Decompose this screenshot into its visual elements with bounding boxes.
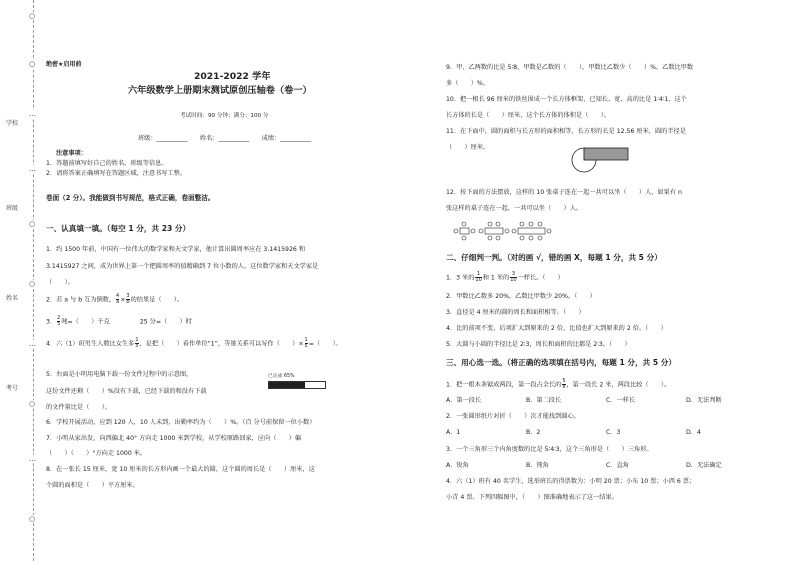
- fraction: $\frac{2}{5}$: [57, 315, 61, 327]
- question-7-cont: （ ）（ ）°方向走 1000 米。: [46, 450, 147, 457]
- question-2-tail: 的结果是（ ）。: [130, 296, 184, 304]
- choice-option: D．无法确定: [686, 462, 722, 469]
- question-2-text: 2．若 a 与 b 互为倒数，: [46, 296, 116, 304]
- question-5: 5．右面是小明用电脑下载一份文件过程中的示意图，: [46, 371, 193, 378]
- choice-3: 3．一个三角形三个内角度数的比是 5∶4∶3，这个三角形是（ ）三角形。: [446, 446, 653, 453]
- fraction: $\frac{1}{10}$: [475, 271, 482, 283]
- question-4: [46, 338, 342, 349]
- binding-field-id: 考号: [6, 385, 19, 392]
- seal-mark: ○: [29, 280, 36, 288]
- choice-option: B．钝角: [526, 462, 549, 469]
- question-12: 12．按下面的方法摆放，这样的 10 张桌子连在一起一共可以坐（ ）人，如果有 n: [446, 189, 682, 196]
- question-5-cont: 这份文件还剩（ ）%没有下载，已经下载的和没有下载: [46, 388, 207, 395]
- question-1: 1．约 1500 年前，中国有一位伟大的数学家和天文学家，他计算出圆周率应在 3.1415926 和: [46, 246, 306, 253]
- choice-option: C．3: [606, 429, 621, 436]
- judge-1-mid: 和 1 米的: [482, 274, 510, 282]
- question-3: [46, 316, 192, 327]
- judge-4: 4．比的前项不变，后项扩大到原来的 2 倍，比值也扩大到原来的 2 倍。（ ）: [446, 325, 667, 332]
- binding-field-class: 班级: [6, 205, 19, 212]
- question-12-cont: 张这样的桌子连在一起，一共可以坐（ ）人。: [446, 205, 583, 212]
- choice-4: 4．六（1）班有 40 名学生，选举班长的得票数为：小明 20 票；小东 10 票；小西 6 票；: [446, 478, 696, 485]
- exam-info: 考试时间：90 分钟；满分：100 分: [180, 113, 269, 119]
- student-info-fields: 班级：__________ 姓名：__________ 成绩：__________: [138, 135, 312, 142]
- choice-1: [446, 379, 670, 390]
- question-9: 9．甲、乙两数的比是 5∶8，甲数是乙数的（ ），甲数比乙数少（ ）%，乙数比甲数: [446, 64, 694, 71]
- seal-mark: ○: [29, 60, 36, 68]
- choice-option: D．4: [686, 429, 701, 436]
- question-7: 7．小明从家出发，向西偏北 40° 方向走 1000 米到学校，从学校原路回家，应向（ ）偏: [46, 435, 302, 442]
- fraction: $\frac{1}{5}$: [135, 337, 139, 349]
- choice-1-text: 1．把一根木条锯成两段，第一段占全长的: [446, 381, 562, 389]
- choice-option: A．锐角: [446, 462, 469, 469]
- choice-option: B．第二段长: [526, 397, 562, 404]
- choice-4-cont: 小青 4 票。下列四幅图中，（ ）图准确地表示了这一结果。: [446, 494, 618, 501]
- question-2: 2．若 a 与 b 互为倒数， $\frac{4}{a}$ × $\frac{3}{b}$ 的结果是（ ）。: [46, 293, 184, 305]
- question-1-blank: （ ）。: [46, 279, 74, 286]
- right-column: [446, 0, 786, 561]
- question-4-text: 4．六（1）班男生人数比女生多: [46, 340, 135, 348]
- judge-1-text: 1．3 米的: [446, 274, 475, 282]
- circle-rectangle-figure: [570, 146, 630, 174]
- judge-1-tail: 一样长。（ ）: [517, 274, 564, 282]
- judge-2: 2．甲数比乙数多 20%，乙数比甲数少 20%。（ ）: [446, 293, 596, 300]
- seal-mark: …: [29, 165, 36, 173]
- seal-mark: ○: [29, 220, 36, 228]
- question-8-cont: 个圆的面积是（ ）平方厘米。: [46, 482, 139, 489]
- neatness-note: 卷面（2 分）。我能做到书写规范，格式正确，卷面整洁。: [46, 194, 215, 202]
- question-4-tail: =（ ）。: [308, 340, 342, 348]
- judge-1: [446, 272, 564, 283]
- choice-option: C．一样长: [606, 397, 636, 404]
- question-1-cont: 3.1415927 之间，成为世界上第一个把圆周率的值精确到 7 位小数的人。这位数学家和天文学家是: [46, 263, 319, 270]
- question-3-number: 3．: [46, 318, 57, 326]
- question-5-cont: 的文件量比是（ ）。: [46, 404, 111, 411]
- section-heading-fill: 一、认真填一填。（每空 1 分，共 23 分）: [46, 224, 191, 233]
- question-10: 10．把一根长 96 厘米的铁丝围成一个长方体框架，已知长、宽、高的比是 1∶4∶1，这个: [446, 96, 687, 103]
- question-11: 11．在下面中，圆的面积与长方形的面积相等，长方形的长是 12.56 厘米，圆的半径是: [446, 128, 686, 135]
- seal-mark: ○: [29, 12, 36, 20]
- question-3-part-b: 25 分=（ ）时: [139, 318, 192, 326]
- section-heading-judge: 二、仔细判一判。（对的画 √，错的画 X，每题 1 分，共 5 分）: [446, 253, 662, 262]
- choice-1-tail: ，第一段长 2 米，两段比较（ ）。: [566, 381, 671, 389]
- seal-mark: ○: [29, 515, 36, 523]
- judge-3: 3．直径是 4 厘米的圆的周长和面积相等。（ ）: [446, 309, 585, 316]
- fraction: $\frac{4}{a}$: [116, 293, 120, 305]
- seal-mark: …: [29, 340, 36, 348]
- left-column: [46, 0, 406, 561]
- question-8: 8．在一张长 15 厘米，宽 10 厘米的长方形内画一个最大的圆，这个圆的周长是（ ）厘米，这: [46, 466, 315, 473]
- judge-5: 5．大圆与小圆的半径比是 2∶3，周长和面积的比都是 2∶3。（ ）: [446, 341, 631, 348]
- exam-year: 2021-2022 学年: [194, 71, 271, 82]
- choice-option: C．直角: [606, 462, 629, 469]
- notice-item: 2．请将答案正确填写在答题区域，注意书写工整。: [46, 170, 187, 177]
- seal-mark: …: [29, 110, 36, 118]
- question-10-cont: 长方体的长是（ ）厘米，这个长方体的体积是（ ）。: [446, 112, 610, 119]
- fraction: $\frac{1}{5}$: [304, 337, 308, 349]
- question-9-cont: 多（ ）%。: [446, 80, 490, 87]
- fraction: $\frac{3}{b}$: [126, 293, 130, 305]
- choice-2: 2．一张圆形纸片对折（ ）次才能找到圆心。: [446, 413, 580, 420]
- choice-option: A．第一段长: [446, 397, 482, 404]
- question-6: 6．学校开展活动，应到 120 人，10 人未到，出勤率约为（ ）%。（百 分号前保留一位小数）: [46, 419, 316, 426]
- question-4-mid: ，是把（ ）看作单位“1”，等量关系可以写作（ ）×: [139, 340, 304, 348]
- fraction: $\frac{5}{8}$: [562, 378, 566, 390]
- notice-item: 1．答题前填写好自己的姓名、班级等信息。: [46, 160, 168, 167]
- section-heading-choice: 三、用心选一选。（将正确的选项填在括号内，每题 1 分，共 5 分）: [446, 358, 676, 367]
- exam-title: 六年级数学上册期末测试原创压轴卷（卷一）: [128, 85, 312, 96]
- seal-mark: …: [29, 455, 36, 463]
- download-progress-bar: [268, 381, 326, 389]
- choice-option: D．无法判断: [686, 397, 722, 404]
- fraction: $\frac{3}{10}$: [510, 271, 517, 283]
- progress-label: 已完成 65%: [268, 374, 295, 379]
- notice-heading: 注意事项：: [56, 150, 87, 157]
- choice-option: B．2: [526, 429, 541, 436]
- progress-fill: [269, 382, 305, 388]
- table-seating-figure: [452, 221, 562, 241]
- secret-label: 绝密★启用前: [46, 61, 82, 68]
- binding-field-name: 姓名: [6, 295, 19, 302]
- seal-mark: ○: [29, 400, 36, 408]
- binding-field-school: 学校: [6, 120, 19, 127]
- question-11-cont: （ ）厘米。: [446, 144, 490, 151]
- choice-option: A．1: [446, 429, 461, 436]
- binding-margin: [0, 0, 40, 561]
- question-3-part-a: 吨=（ ）千克: [61, 318, 110, 326]
